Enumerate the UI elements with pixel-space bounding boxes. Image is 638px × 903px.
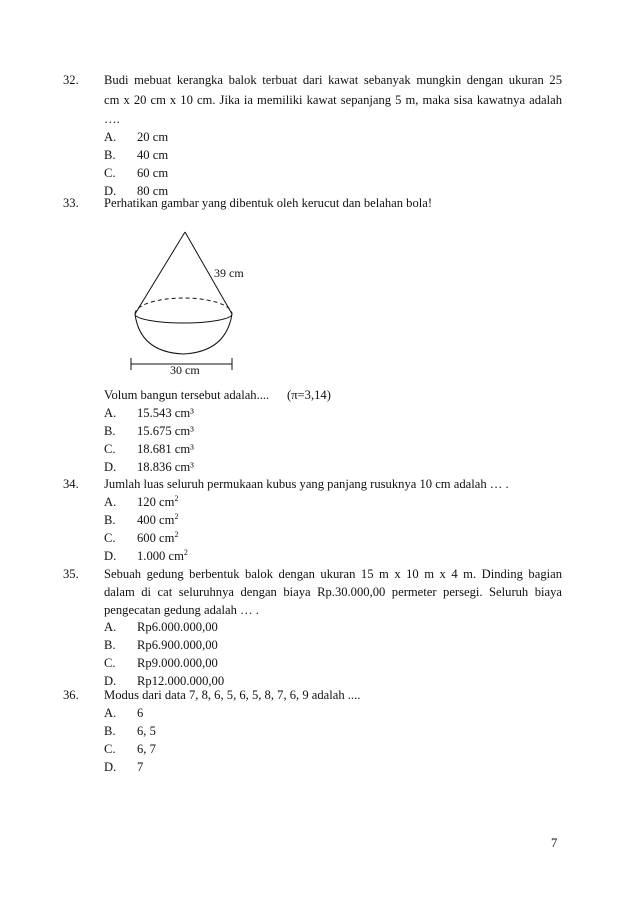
- option-text-c: 18.681 cm³: [137, 442, 194, 456]
- option-letter-a: A.: [104, 406, 117, 420]
- option-letter-b: B.: [104, 513, 116, 527]
- option-letter-b: B.: [104, 148, 116, 162]
- hidden-base-ellipse: [135, 298, 232, 314]
- option-letter-c: C.: [104, 531, 116, 545]
- question-number: 32.: [63, 73, 79, 87]
- option-text-d: Rp12.000.000,00: [137, 674, 225, 688]
- option-letter-a: A.: [104, 495, 117, 509]
- option-text-c: 6, 7: [137, 742, 156, 756]
- question-text-line: Modus dari data 7, 8, 6, 5, 6, 5, 8, 7, 6, 9 adalah ....: [104, 688, 361, 702]
- option-letter-b: B.: [104, 638, 116, 652]
- option-value: 600 cm: [137, 531, 175, 545]
- option-text-b: Rp6.900.000,00: [137, 638, 218, 652]
- cone-hemisphere-drawing: [120, 226, 260, 378]
- option-text-a: 15.543 cm³: [137, 406, 194, 420]
- option-text-d: 80 cm: [137, 184, 169, 198]
- option-text-a: 6: [137, 706, 144, 720]
- question-text-line: cm x 20 cm x 10 cm. Jika ia memiliki kawat sepanjang 5 m, maka sisa kawatnya adalah: [104, 93, 562, 107]
- question-number: 35.: [63, 567, 79, 581]
- option-text-b: 15.675 cm³: [137, 424, 194, 438]
- option-letter-a: A.: [104, 620, 117, 634]
- option-letter-c: C.: [104, 166, 116, 180]
- cone-hemisphere-figure: [120, 226, 260, 378]
- diameter-label: 30 cm: [170, 363, 200, 377]
- option-letter-c: C.: [104, 442, 116, 456]
- question-text-line: Budi mebuat kerangka balok terbuat dari kawat sebanyak mungkin dengan ukuran 25: [104, 73, 562, 87]
- option-text-b: [137, 513, 178, 528]
- option-text-b: 6, 5: [137, 724, 156, 738]
- unit-superscript: 2: [183, 548, 188, 557]
- question-text-line: Sebuah gedung berbentuk balok dengan ukuran 15 m x 10 m x 4 m. Dinding bagian: [104, 567, 562, 581]
- unit-superscript: 2: [174, 494, 179, 503]
- question-text-line: Perhatikan gambar yang dibentuk oleh kerucut dan belahan bola!: [104, 196, 433, 210]
- slant-height-label: 39 cm: [214, 266, 244, 280]
- question-text-line: dalam di cat seluruhnya dengan biaya Rp.30.000,00 permeter persegi. Seluruh biaya: [104, 585, 562, 599]
- option-text-d: 7: [137, 760, 144, 774]
- option-value: 120 cm: [137, 495, 175, 509]
- question-number: 36.: [63, 688, 79, 702]
- option-text-c: [137, 531, 178, 546]
- question-text-line: Jumlah luas seluruh permukaan kubus yang panjang rusuknya 10 cm adalah … .: [104, 477, 509, 491]
- option-letter-d: D.: [104, 460, 117, 474]
- option-letter-c: C.: [104, 742, 116, 756]
- question-number: 33.: [63, 196, 79, 210]
- option-letter-d: D.: [104, 549, 117, 563]
- option-value: 1.000 cm: [137, 549, 184, 563]
- option-text-d: [137, 549, 188, 564]
- option-text-c: Rp9.000.000,00: [137, 656, 218, 670]
- question-text-line: Volum bangun tersebut adalah....: [104, 388, 270, 402]
- question-text-line: pengecatan gedung adalah … .: [104, 603, 259, 617]
- pi-note: (π=3,14): [287, 388, 331, 402]
- option-letter-a: A.: [104, 130, 117, 144]
- option-value: 400 cm: [137, 513, 175, 527]
- option-text-a: Rp6.000.000,00: [137, 620, 218, 634]
- unit-superscript: 2: [174, 512, 179, 521]
- cone-left-edge: [135, 232, 185, 314]
- option-letter-d: D.: [104, 760, 117, 774]
- option-letter-c: C.: [104, 656, 116, 670]
- option-letter-b: B.: [104, 424, 116, 438]
- page-number: 7: [551, 836, 558, 850]
- option-letter-b: B.: [104, 724, 116, 738]
- question-text-line: ….: [104, 112, 120, 126]
- option-text-b: 40 cm: [137, 148, 169, 162]
- question-number: 34.: [63, 477, 79, 491]
- front-base-ellipse: [135, 314, 232, 323]
- option-letter-d: D.: [104, 674, 117, 688]
- option-text-d: 18.836 cm³: [137, 460, 194, 474]
- unit-superscript: 2: [174, 530, 179, 539]
- option-letter-d: D.: [104, 184, 117, 198]
- option-letter-a: A.: [104, 706, 117, 720]
- option-text-a: 20 cm: [137, 130, 169, 144]
- option-text-a: [137, 495, 178, 510]
- option-text-c: 60 cm: [137, 166, 169, 180]
